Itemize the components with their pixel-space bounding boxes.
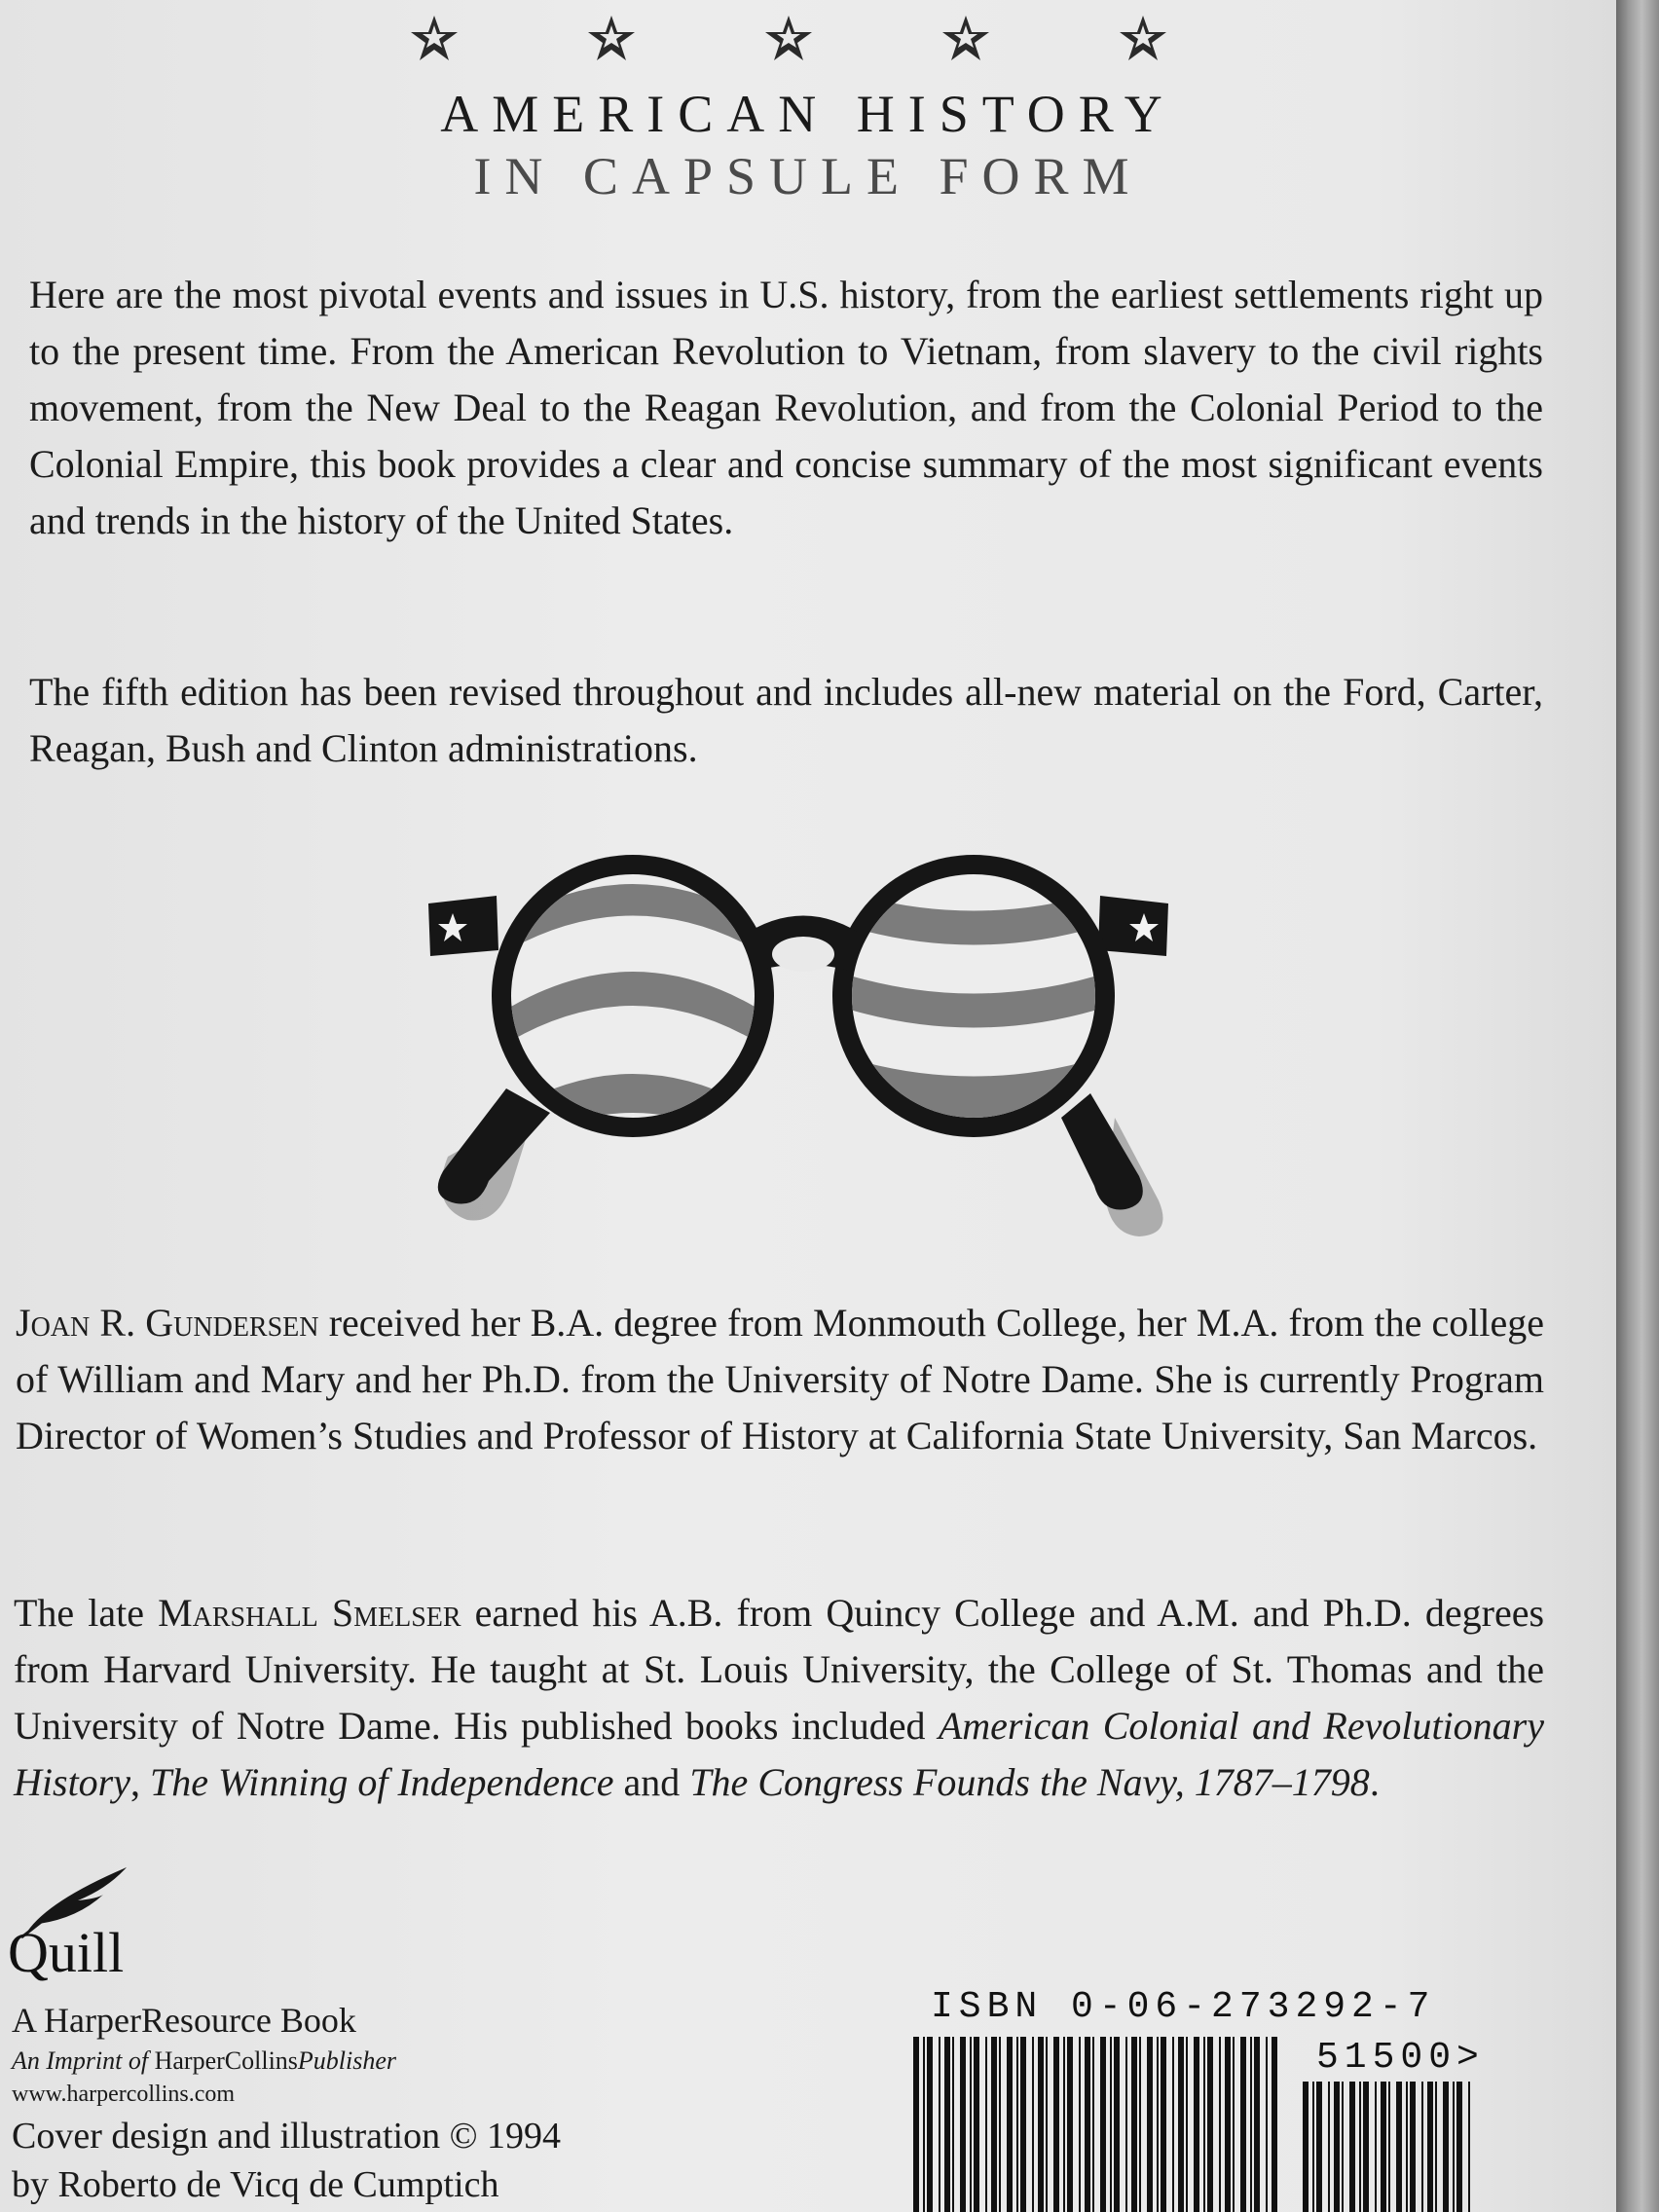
star-icon: [1118, 14, 1168, 64]
barcode-bar: [1016, 2037, 1018, 2212]
cover-credit: Cover design and illustration © 1994: [12, 2116, 561, 2157]
author-bio-text: earned his A.B. from Quincy College and A.M. and Ph.D. degrees from Harvard University. He taught at St. Louis University, the College of St. Thomas and the University of Notre Dame. His published books included: [14, 1591, 1545, 1748]
flag-sunglasses-illustration: [389, 835, 1207, 1244]
imprint-prefix: An Imprint of: [12, 2046, 155, 2075]
barcode-bar: [1053, 2037, 1059, 2212]
barcode-bar: [1435, 2082, 1437, 2212]
barcode-bar: [1363, 2082, 1369, 2212]
barcode-bar: [1254, 2037, 1260, 2212]
barcode-bar: [1038, 2037, 1044, 2212]
publisher-website: www.harpercollins.com: [12, 2082, 236, 2107]
barcode-bar: [944, 2037, 950, 2212]
barcode-bar: [1312, 2082, 1314, 2212]
title-line-2: IN CAPSULE FORM: [473, 147, 1143, 205]
barcode-bar: [1427, 2082, 1433, 2212]
barcode-bar: [1131, 2037, 1137, 2212]
barcode-bar: [1349, 2082, 1355, 2212]
author-intro: The late: [14, 1591, 159, 1635]
barcode-bar: [1207, 2037, 1213, 2212]
barcode-bar: [1453, 2082, 1455, 2212]
barcode-bar: [1110, 2037, 1112, 2212]
barcode-bar: [991, 2037, 997, 2212]
price-barcode: [1301, 2082, 1476, 2212]
barcode-bar: [1272, 2037, 1277, 2212]
separator: .: [1369, 1760, 1380, 1804]
barcode-bar: [1186, 2037, 1188, 2212]
price-code: 51500>: [1316, 2037, 1485, 2079]
book-spine-edge: [1616, 0, 1659, 2212]
barcode-bar: [1007, 2037, 1013, 2212]
barcode-bar: [1240, 2037, 1246, 2212]
author-bio-gundersen: [16, 1295, 1544, 1464]
separator: ,: [130, 1760, 150, 1804]
barcode-bar: [1443, 2082, 1449, 2212]
barcode-bar: [1456, 2082, 1462, 2212]
star-icon: [586, 14, 637, 64]
barcode-bar: [1328, 2082, 1330, 2212]
barcode-bar: [1396, 2082, 1402, 2212]
barcode-bar: [1139, 2037, 1141, 2212]
isbn-number: ISBN 0-06-273292-7: [931, 1986, 1436, 2028]
barcode-bar: [1250, 2037, 1252, 2212]
barcode-bar: [970, 2037, 972, 2212]
barcode-bar: [1381, 2082, 1386, 2212]
barcode-bar: [1303, 2082, 1309, 2212]
star-icon: [763, 14, 814, 64]
barcode-bar: [1178, 2037, 1184, 2212]
barcode-bar: [923, 2037, 925, 2212]
barcode-bar: [1219, 2037, 1221, 2212]
imprint-name: HarperCollins: [154, 2046, 298, 2075]
barcode-bar: [1079, 2037, 1081, 2212]
barcode-bar: [927, 2037, 933, 2212]
barcode-bar: [1388, 2082, 1390, 2212]
star-icon: [409, 14, 460, 64]
author-bio-smelser: [14, 1585, 1544, 1811]
barcode-bar: [985, 2037, 987, 2212]
barcode-bar: [1406, 2082, 1408, 2212]
barcode-bar: [1421, 2082, 1423, 2212]
barcode-bar: [1194, 2037, 1199, 2212]
book-title: American Colonial and Revolutionary History: [14, 1704, 1544, 1804]
barcode-bar: [1085, 2037, 1090, 2212]
imprint-suffix: Publisher: [297, 2046, 397, 2075]
barcode-bar: [1157, 2037, 1159, 2212]
publisher-logo-text: Quill: [8, 1921, 125, 1984]
barcode-bar: [1020, 2037, 1026, 2212]
barcode-bar: [1125, 2037, 1127, 2212]
description-paragraph-2: The fifth edition has been revised throughout and includes all-new material on the Ford, Carter, Reagan, Bush and Clinton administrations.: [29, 670, 1543, 770]
publisher-imprint: [12, 2046, 396, 2076]
barcode-bar: [1172, 2037, 1174, 2212]
description-paragraph-1: Here are the most pivotal events and issues in U.S. history, from the earliest settlements right up to the present time. From the American Revolution to Vietnam, from slavery to the civil rights movement, from the New Deal to the Reagan Revolution, and from the Colonial Period to the Colonial Empire, this book provides a clear and concise summary of the most significant events and trends in the history of the United States.: [29, 273, 1543, 542]
barcode-bar: [1161, 2037, 1166, 2212]
barcode-bar: [1468, 2082, 1470, 2212]
barcode-bar: [1359, 2082, 1361, 2212]
author-name: Marshall Smelser: [158, 1591, 461, 1635]
cover-credit-artist: by Roberto de Vicq de Cumptich: [12, 2164, 499, 2205]
barcode-bar: [1067, 2037, 1073, 2212]
barcode-bar: [1147, 2037, 1153, 2212]
barcode-bar: [1114, 2037, 1120, 2212]
barcode-bar: [960, 2037, 966, 2212]
barcode-bar: [913, 2037, 919, 2212]
star-icon: [940, 14, 991, 64]
author-bio-text: received her B.A. degree from Monmouth College, her M.A. from the college of William and Mary and her Ph.D. from the University of Notre Dame. She is currently Program Director of Women’s Studies and Professor of History at California State University, San Marcos.: [16, 1301, 1544, 1457]
barcode-bar: [1334, 2082, 1340, 2212]
barcode-bar: [952, 2037, 954, 2212]
barcode-bar: [1233, 2037, 1235, 2212]
barcode-bar: [974, 2037, 979, 2212]
barcode-bar: [1063, 2037, 1065, 2212]
barcode-bar: [1046, 2037, 1048, 2212]
book-title: The Winning of Independence: [150, 1760, 614, 1804]
barcode-bar: [999, 2037, 1001, 2212]
barcode-bar: [1092, 2037, 1094, 2212]
barcode-bar: [1316, 2082, 1322, 2212]
barcode-bar: [1032, 2037, 1034, 2212]
title-line-1: AMERICAN HISTORY: [440, 85, 1176, 143]
barcode-bar: [1203, 2037, 1205, 2212]
header-stars: [0, 14, 1616, 72]
isbn-barcode: [911, 2037, 1281, 2212]
barcode-bar: [1266, 2037, 1268, 2212]
barcode-bar: [1100, 2037, 1106, 2212]
publisher-line: A HarperResource Book: [12, 2001, 356, 2040]
barcode-bar: [1375, 2082, 1377, 2212]
barcode-bar: [1225, 2037, 1231, 2212]
barcode-bar: [1410, 2082, 1416, 2212]
separator: and: [613, 1760, 690, 1804]
barcode-bar: [1342, 2082, 1344, 2212]
author-name: Joan R. Gundersen: [16, 1301, 319, 1345]
book-title: The Congress Founds the Navy, 1787–1798: [689, 1760, 1370, 1804]
barcode-bar: [939, 2037, 940, 2212]
